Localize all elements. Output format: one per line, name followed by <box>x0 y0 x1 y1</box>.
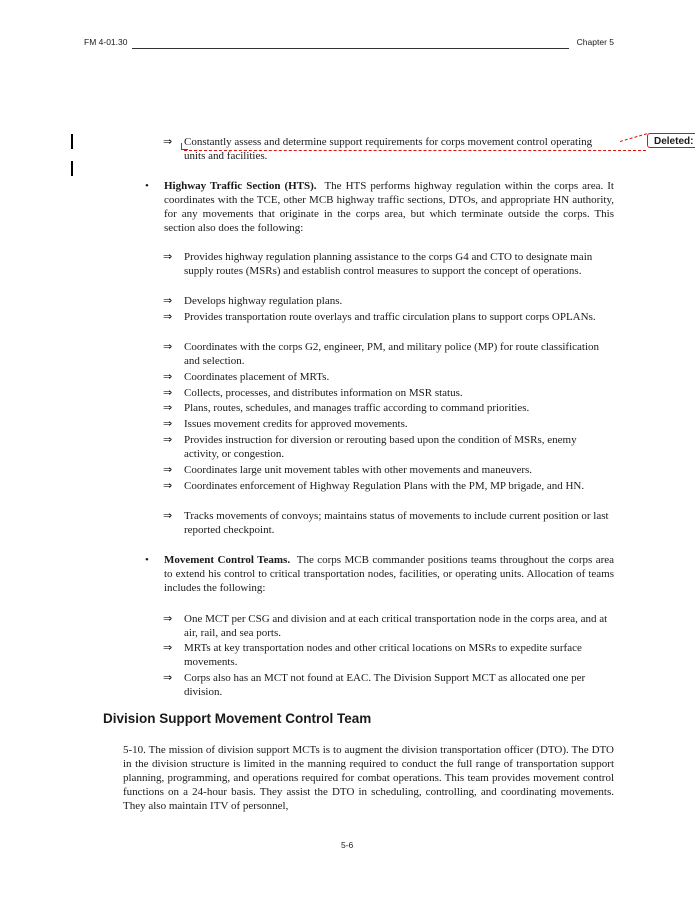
change-bar <box>71 134 73 149</box>
list-item: ⇒ Provides transportation route overlays and traffic circulation plans to support corps OPLANs. <box>163 310 596 323</box>
arrow-icon: ⇒ <box>163 463 173 476</box>
arrow-icon: ⇒ <box>163 340 173 353</box>
arrow-icon: ⇒ <box>163 417 173 430</box>
list-item: ⇒ Tracks movements of convoys; maintains status of movements to include current position or last reported checkpoint. <box>163 509 609 536</box>
arrow-icon: ⇒ <box>163 386 173 399</box>
section-heading: Division Support Movement Control Team <box>103 711 372 726</box>
list-item: ⇒ Issues movement credits for approved movements. <box>163 417 408 430</box>
arrow-icon: ⇒ <box>163 294 173 307</box>
bullet-icon: • <box>145 554 149 566</box>
list-item: ⇒ Coordinates placement of MRTs. <box>163 370 330 383</box>
arrow-icon: ⇒ <box>163 250 173 263</box>
list-item: ⇒ Constantly assess and determine support requirements for corps movement control operating units and facilities. <box>163 135 593 162</box>
hts-title: Highway Traffic Section (HTS). <box>164 180 317 192</box>
mct-title: Movement Control Teams. <box>164 554 291 566</box>
hts-body: The HTS performs highway regulation within the corps area. It coordinates with the TCE, other MCB highway traffic sections, DTOs, and appropriate HN authority, for any movements that originate in the corps area, but which terminate outside the corps. This section also does the following: <box>164 180 614 234</box>
header-doc-id: FM 4-01.30 <box>84 37 128 47</box>
list-item: ⇒ One MCT per CSG and division and at each critical transportation node in the corps area, and at air, rail, and sea ports. <box>163 612 608 639</box>
mct-body: The corps MCB commander positions teams throughout the corps area to extend his control to critical transportation nodes, facilities, or operating units. Allocation of teams includes the following: <box>164 554 614 594</box>
list-item: ⇒ Coordinates with the corps G2, engineer, PM, and military police (MP) for route classification and selection. <box>163 340 600 367</box>
hts-bullet <box>145 179 614 235</box>
list-item: ⇒ Collects, processes, and distributes information on MSR status. <box>163 386 463 399</box>
header-rule <box>132 48 569 49</box>
deleted-balloon[interactable]: Deleted: <box>647 133 695 148</box>
list-item: ⇒ Provides highway regulation planning assistance to the corps G4 and CTO to designate main supply routes (MSRs) and establish control measures to support the concept of operations. <box>163 250 593 277</box>
arrow-icon: ⇒ <box>163 401 173 414</box>
list-item: ⇒ Develops highway regulation plans. <box>163 294 343 307</box>
header-chapter: Chapter 5 <box>576 37 614 47</box>
list-item: ⇒ Provides instruction for diversion or rerouting based upon the condition of MSRs, enemy activity, or congestion. <box>163 433 577 460</box>
page-header <box>84 37 614 51</box>
list-item: ⇒ Plans, routes, schedules, and manages traffic according to command priorities. <box>163 401 530 414</box>
arrow-icon: ⇒ <box>163 135 173 148</box>
arrow-icon: ⇒ <box>163 641 173 654</box>
arrow-icon: ⇒ <box>163 612 173 625</box>
bullet-icon: • <box>145 180 149 192</box>
arrow-icon: ⇒ <box>163 671 173 684</box>
arrow-icon: ⇒ <box>163 433 173 446</box>
paragraph-5-10: 5-10. The mission of division support MCTs is to augment the division transportation officer (DTO). The DTO in the division structure is limited in the manning required to conduct the full range of transportation support planning, programming, and operations required for combat operations. This team provides movement control functions on a 24-hour basis. They assist the DTO in scheduling, controlling, and coordinating movements. They also maintain ITV of personnel, <box>123 744 614 812</box>
mct-bullet <box>145 553 614 595</box>
arrow-icon: ⇒ <box>163 310 173 323</box>
list-item: ⇒ Coordinates enforcement of Highway Regulation Plans with the PM, MP brigade, and HN. <box>163 479 585 492</box>
arrow-icon: ⇒ <box>163 479 173 492</box>
deletion-leader <box>620 133 647 142</box>
list-item: ⇒ MRTs at key transportation nodes and other critical locations on MSRs to expedite surface movements. <box>163 641 582 668</box>
arrow-icon: ⇒ <box>163 509 173 522</box>
list-item: ⇒ Corps also has an MCT not found at EAC. The Division Support MCT as allocated one per division. <box>163 671 586 698</box>
arrow-icon: ⇒ <box>163 370 173 383</box>
page-number: 5-6 <box>341 840 354 850</box>
list-item: ⇒ Coordinates large unit movement tables with other movements and maneuvers. <box>163 463 533 476</box>
change-bar <box>71 161 73 176</box>
